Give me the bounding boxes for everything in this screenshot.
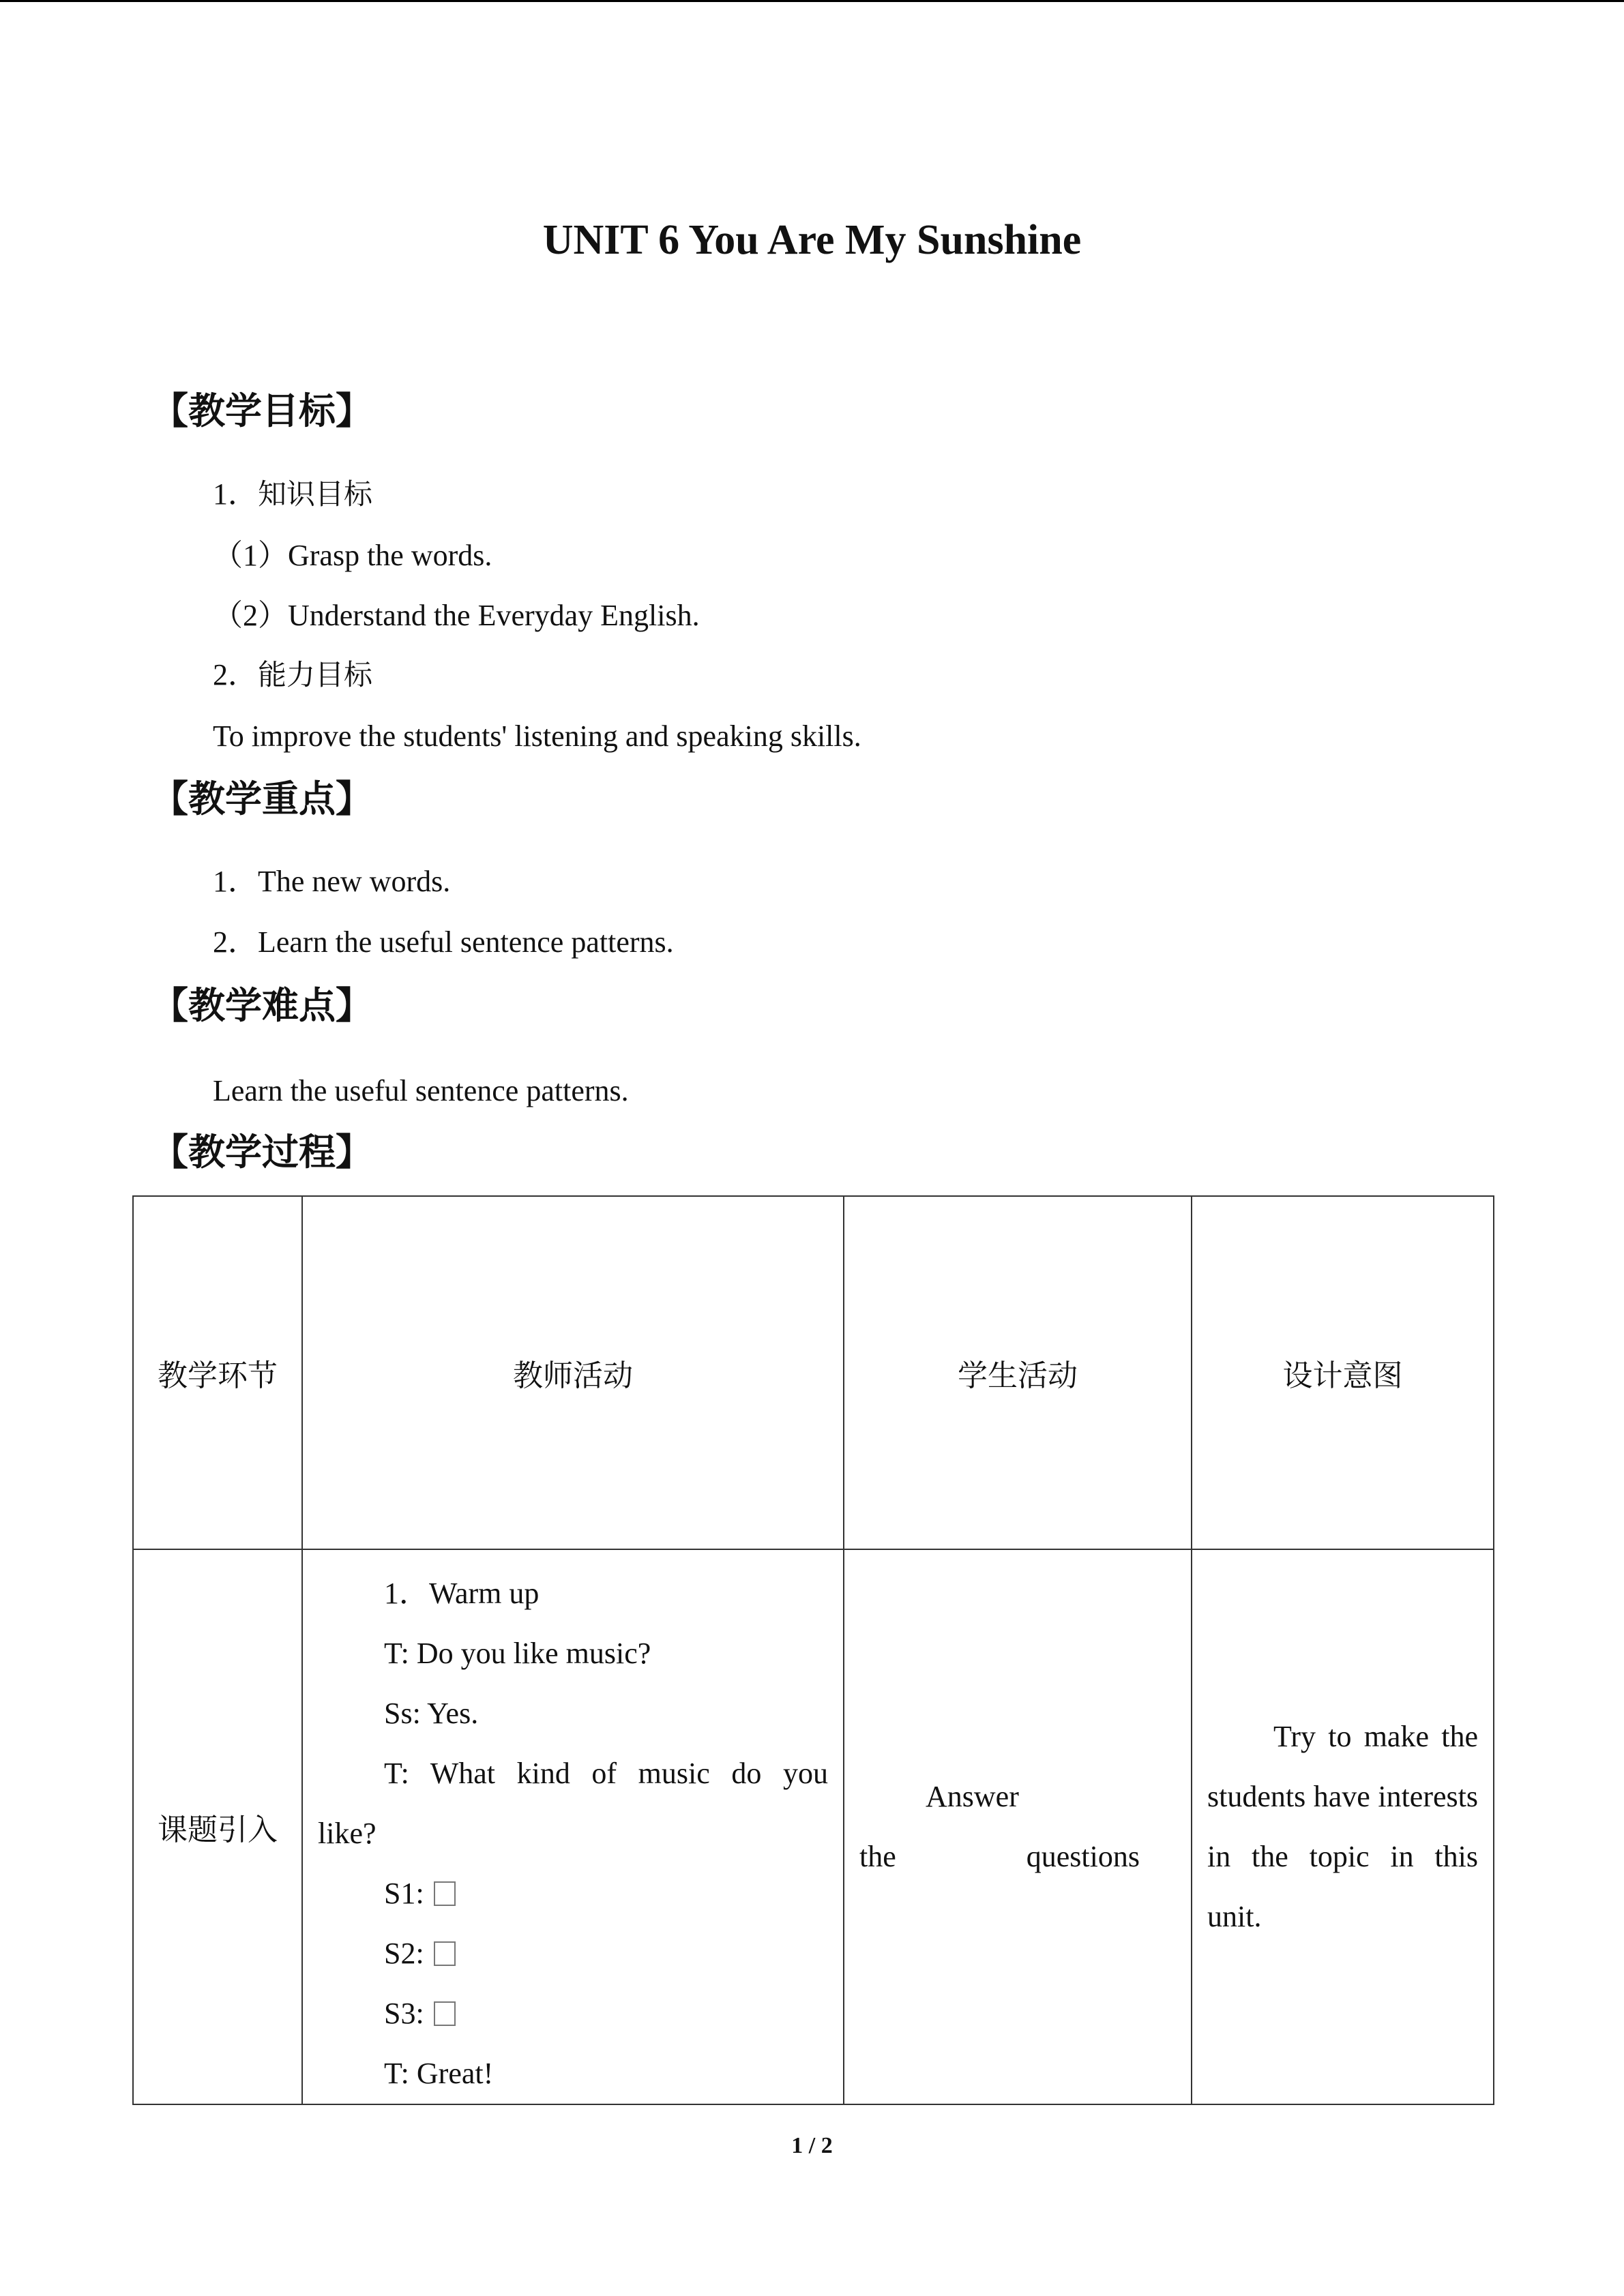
table-row — [133, 1549, 1494, 2104]
teacher-line: Ss: Yes. — [384, 1697, 479, 1730]
difficulty-text: Learn the useful sentence patterns. — [213, 1074, 629, 1107]
knowledge-objective-number: 1． — [213, 477, 258, 511]
ability-objective — [213, 655, 372, 696]
teacher-activity-cell — [302, 1549, 844, 2104]
header-student-activity: 学生活动 — [844, 1196, 1192, 1549]
ability-text: To improve the students' listening and speaking skills. — [213, 719, 861, 753]
page-number: 1 / 2 — [791, 2133, 833, 2158]
difficulties-heading: 【教学难点】 — [151, 984, 372, 1027]
teacher-line-s3 — [318, 1984, 828, 2044]
teacher-line: T: Great! — [384, 2057, 494, 2090]
design-intent-cell — [1192, 1549, 1494, 2104]
teacher-line-s2 — [318, 1924, 828, 1984]
key-point-1: 1．The new words. — [213, 865, 451, 898]
student-label: S1: — [384, 1877, 424, 1910]
teacher-line-s1 — [318, 1864, 828, 1924]
document-title: UNIT 6 You Are My Sunshine — [542, 217, 1082, 263]
student-label: S3: — [384, 1997, 424, 2030]
blank-box-icon — [434, 1941, 456, 1966]
teacher-line: T: What kind of music do you like? — [318, 1757, 828, 1850]
ability-objective-number: 2． — [213, 658, 258, 691]
student-label: S2: — [384, 1937, 424, 1970]
header-teacher-activity: 教师活动 — [302, 1196, 844, 1549]
teacher-line: 1．Warm up — [384, 1577, 540, 1610]
objective-sub2: （2）Understand the Everyday English. — [213, 599, 700, 632]
stage-cell: 课题引入 — [133, 1549, 302, 2104]
knowledge-objective-label: 知识目标 — [258, 477, 373, 511]
ability-objective-label: 能力目标 — [258, 658, 373, 691]
teacher-line: T: Do you like music? — [384, 1637, 651, 1670]
student-activity-text: Answer the questions — [859, 1780, 1140, 1873]
objectives-heading: 【教学目标】 — [151, 389, 372, 432]
header-design-intent: 设计意图 — [1192, 1196, 1494, 1549]
table-header-row — [133, 1196, 1494, 1549]
blank-box-icon — [434, 2001, 456, 2026]
knowledge-objective — [213, 474, 372, 515]
process-heading: 【教学过程】 — [151, 1131, 372, 1174]
key-points-heading: 【教学重点】 — [151, 777, 372, 820]
process-table — [132, 1195, 1494, 2105]
header-stage: 教学环节 — [133, 1196, 302, 1549]
blank-box-icon — [434, 1881, 456, 1906]
objective-sub1: （1）Grasp the words. — [213, 539, 492, 572]
page-top-border — [0, 0, 1624, 2]
key-point-2: 2．Learn the useful sentence patterns. — [213, 925, 674, 959]
design-intent-text: Try to make the students have interests in the topic in this unit. — [1207, 1720, 1478, 1933]
student-activity-cell — [844, 1549, 1192, 2104]
